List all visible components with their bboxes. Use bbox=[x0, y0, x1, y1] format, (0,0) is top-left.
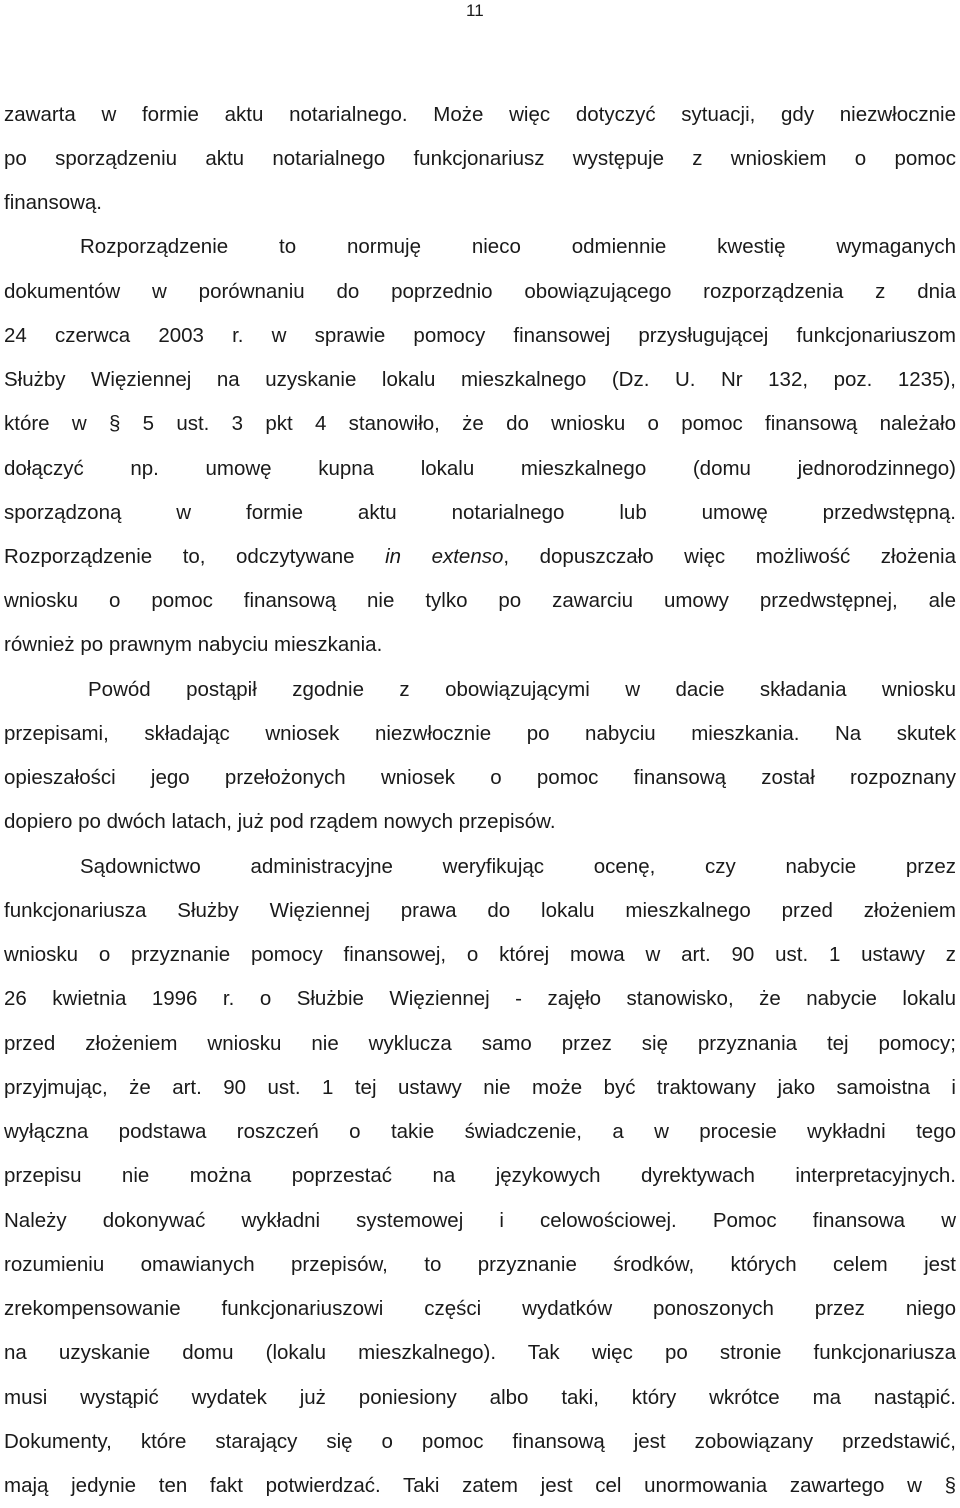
italic-phrase: in extenso bbox=[385, 545, 504, 568]
text-line: przed złożeniem wniosku nie wyklucza samo przez się przyznania tej pomocy; bbox=[4, 1032, 956, 1055]
text-line: Dokumenty, które starający się o pomoc finansową jest zobowiązany przedstawić, bbox=[4, 1430, 956, 1453]
text-line: 24 czerwca 2003 r. w sprawie pomocy finansowej przysługującej funkcjonariuszom bbox=[4, 324, 956, 347]
text-line: sporządzoną w formie aktu notarialnego lub umowę przedwstępną. bbox=[4, 501, 956, 524]
text-line: 26 kwietnia 1996 r. o Służbie Więziennej - zajęło stanowisko, że nabycie lokalu bbox=[4, 987, 956, 1010]
text-line: które w § 5 ust. 3 pkt 4 stanowiło, że do wniosku o pomoc finansową należało bbox=[4, 412, 956, 435]
text-line: wyłączna podstawa roszczeń o takie świadczenie, a w procesie wykładni tego bbox=[4, 1120, 956, 1143]
text-line: dokumentów w porównaniu do poprzednio obowiązującego rozporządzenia z dnia bbox=[4, 280, 956, 303]
text-line: rozumieniu omawianych przepisów, to przyznanie środków, których celem jest bbox=[4, 1253, 956, 1276]
text-line: Rozporządzenie to, odczytywane in extenso, dopuszczało więc możliwość złożenia bbox=[4, 545, 956, 568]
text-line: po sporządzeniu aktu notarialnego funkcjonariusz występuje z wnioskiem o pomoc bbox=[4, 147, 956, 170]
text-line: Sądownictwo administracyjne weryfikując ocenę, czy nabycie przez bbox=[80, 855, 956, 878]
text-line: funkcjonariusza Służby Więziennej prawa do lokalu mieszkalnego przed złożeniem bbox=[4, 899, 956, 922]
text-line: finansową. bbox=[4, 191, 103, 214]
page-number: 11 bbox=[466, 1, 484, 20]
text-line: przyjmując, że art. 90 ust. 1 tej ustawy nie może być traktowany jako samoistna i bbox=[4, 1076, 956, 1099]
text-line: również po prawnym nabyciu mieszkania. bbox=[4, 633, 383, 656]
text-line: dopiero po dwóch latach, już pod rządem nowych przepisów. bbox=[4, 810, 556, 833]
text-line: zawarta w formie aktu notarialnego. Może więc dotyczyć sytuacji, gdy niezwłocznie bbox=[4, 103, 956, 126]
text-line: musi wystąpić wydatek już poniesiony albo taki, który wkrótce ma nastąpić. bbox=[4, 1386, 956, 1409]
text-line: mają jedynie ten fakt potwierdzać. Taki zatem jest cel unormowania zawartego w § bbox=[4, 1474, 956, 1497]
text-line: wniosku o przyznanie pomocy finansowej, o której mowa w art. 90 ust. 1 ustawy z bbox=[4, 943, 956, 966]
text-line: Służby Więziennej na uzyskanie lokalu mieszkalnego (Dz. U. Nr 132, poz. 1235), bbox=[4, 368, 956, 391]
text-line: dołączyć np. umowę kupna lokalu mieszkalnego (domu jednorodzinnego) bbox=[4, 457, 956, 480]
text-line: Należy dokonywać wykładni systemowej i celowościowej. Pomoc finansowa w bbox=[4, 1209, 956, 1232]
text-line: zrekompensowanie funkcjonariuszowi części wydatków ponoszonych przez niego bbox=[4, 1297, 956, 1320]
text-line: Rozporządzenie to normuję nieco odmiennie kwestię wymaganych bbox=[80, 235, 956, 258]
text-line: przepisu nie można poprzestać na językowych dyrektywach interpretacyjnych. bbox=[4, 1164, 956, 1187]
text-line: przepisami, składając wniosek niezwłocznie po nabyciu mieszkania. Na skutek bbox=[4, 722, 956, 745]
text-line: na uzyskanie domu (lokalu mieszkalnego). Tak więc po stronie funkcjonariusza bbox=[4, 1341, 956, 1364]
text-line: opieszałości jego przełożonych wniosek o pomoc finansową został rozpoznany bbox=[4, 766, 956, 789]
text-line: wniosku o pomoc finansową nie tylko po zawarciu umowy przedwstępnej, ale bbox=[4, 589, 956, 612]
text-line: Powód postąpił zgodnie z obowiązującymi w dacie składania wniosku bbox=[88, 678, 956, 701]
